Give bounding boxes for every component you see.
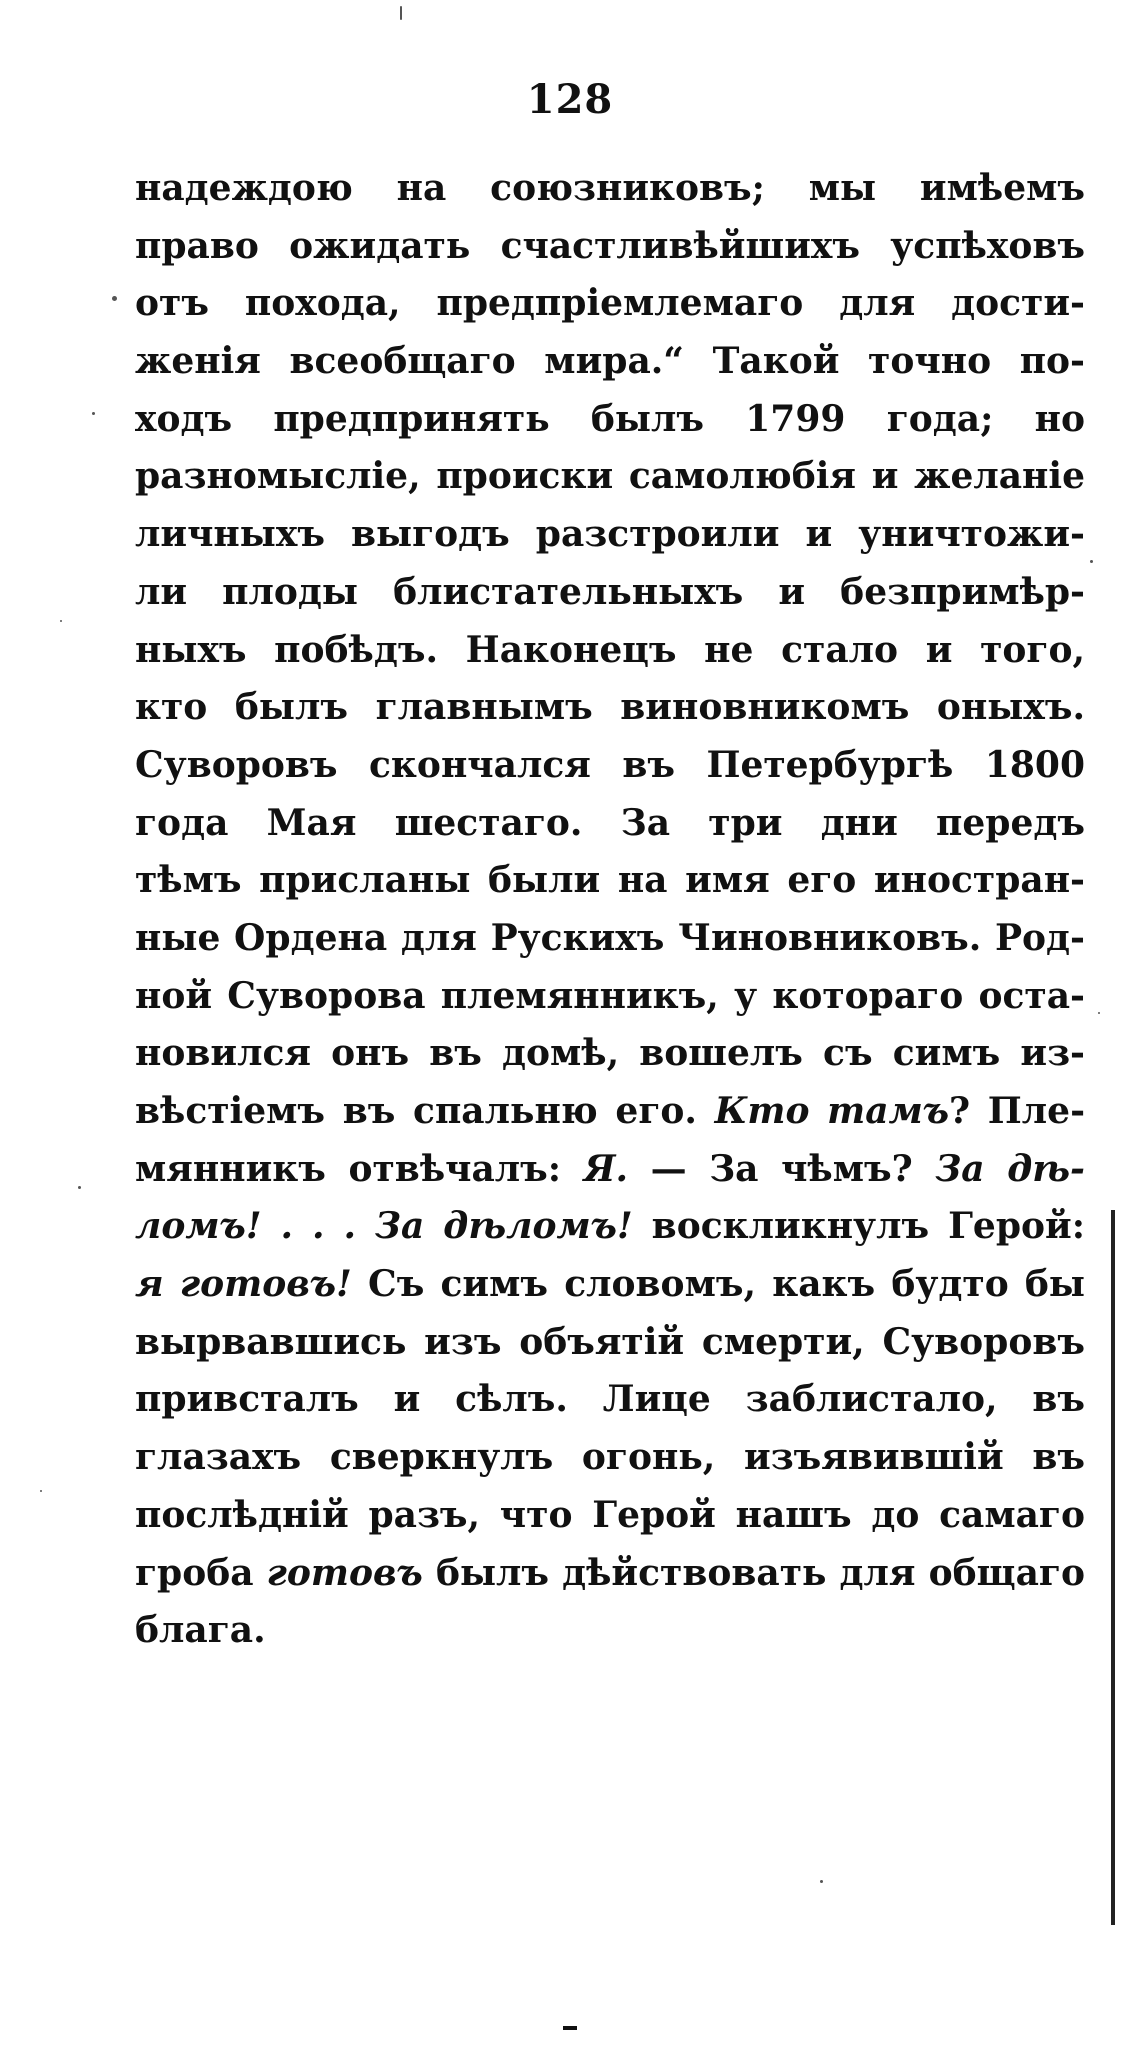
text-segment: ли плоды блистательныхъ и безпримѣр- (135, 570, 1085, 613)
text-segment: надеждою на союзниковъ; мы имѣемъ (135, 167, 1085, 209)
page-number: 128 (526, 76, 614, 123)
text-line (135, 218, 1085, 276)
text-segment: блага. (135, 1609, 266, 1652)
text-line (135, 1487, 1085, 1545)
text-line (135, 1256, 1085, 1314)
paper-speck (40, 1490, 42, 1492)
paper-speck (60, 620, 62, 622)
text-segment: ные Ордена для Рускихъ Чиновниковъ. Род- (135, 916, 1085, 959)
text-line (135, 160, 1085, 218)
text-segment: ной Суворова племянникъ, у котораго оста- (135, 974, 1085, 1017)
text-segment: право ожидать счастливѣйшихъ успѣховъ (135, 224, 1085, 267)
text-line (135, 1371, 1085, 1429)
text-line (135, 1314, 1085, 1372)
text-line (135, 1545, 1085, 1603)
text-line (135, 448, 1085, 506)
text-line (135, 622, 1085, 680)
paper-speck (112, 296, 117, 301)
text-line (135, 1025, 1085, 1083)
body-text (135, 160, 1085, 1660)
paper-speck (92, 412, 95, 415)
text-segment: глазахъ сверкнулъ огонь, изъявившій въ (135, 1436, 1085, 1479)
text-line (135, 1429, 1085, 1487)
margin-rule (1111, 1210, 1115, 1925)
text-segment: былъ дѣйствовать для общаго (422, 1551, 1085, 1594)
paper-speck (1098, 1012, 1100, 1014)
text-segment: ходъ предпринять былъ 1799 года; но (135, 397, 1085, 440)
text-line (135, 910, 1085, 968)
italic-text-segment: я готовъ! (135, 1263, 352, 1306)
text-segment: ныхъ побѣдъ. Наконецъ не стало и того, (135, 628, 1085, 671)
text-line (135, 564, 1085, 622)
text-segment: личныхъ выгодъ разстроили и уничтожи- (135, 513, 1085, 556)
text-line (135, 679, 1085, 737)
italic-text-segment: Кто тамъ (714, 1090, 949, 1132)
text-line (135, 852, 1085, 910)
text-segment: Съ симъ словомъ, какъ будто бы (351, 1263, 1085, 1306)
text-segment: тѣмъ присланы были на имя его иностран- (135, 859, 1085, 902)
italic-text-segment: Я. (583, 1147, 628, 1190)
print-mark (563, 2026, 577, 2030)
text-line (135, 506, 1085, 564)
text-segment: ? Пле- (949, 1090, 1085, 1132)
text-segment: гроба (135, 1551, 267, 1594)
paper-speck (820, 1880, 823, 1883)
text-line (135, 333, 1085, 391)
text-line (135, 1141, 1085, 1199)
paper-speck (1090, 560, 1093, 563)
text-segment: Суворовъ скончался въ Петербургѣ 1800 (135, 743, 1085, 786)
text-segment: — За чѣмъ? (627, 1147, 936, 1190)
text-segment: мянникъ отвѣчалъ: (135, 1147, 584, 1190)
italic-text-segment: ломъ! . . . За дѣломъ! (135, 1205, 633, 1248)
text-line (135, 1198, 1085, 1256)
paper-speck (78, 1186, 81, 1189)
text-segment: разномысліе, происки самолюбія и желаніе (135, 455, 1085, 498)
text-segment: кто былъ главнымъ виновникомъ оныхъ. (135, 686, 1085, 729)
text-line (135, 968, 1085, 1026)
text-line (135, 795, 1085, 853)
text-segment: женія всеобщаго мира.“ Такой точно по- (135, 340, 1085, 383)
italic-text-segment: За дѣ- (935, 1147, 1085, 1190)
text-line (135, 1083, 1085, 1141)
text-segment: года Мая шестаго. За три дни передъ (135, 801, 1085, 844)
text-line (135, 275, 1085, 333)
paper-speck (400, 6, 402, 20)
text-segment: привсталъ и сѣлъ. Лице заблистало, въ (135, 1378, 1085, 1421)
text-segment: вѣстіемъ въ спальню его. (135, 1090, 715, 1132)
text-segment: новился онъ въ домѣ, вошелъ съ симъ из- (135, 1032, 1085, 1075)
text-segment: вырвавшись изъ объятій смерти, Суворовъ (135, 1320, 1085, 1363)
italic-text-segment: готовъ (266, 1551, 423, 1594)
text-segment: отъ похода, предпріемлемаго для дости- (135, 282, 1085, 325)
text-segment: послѣдній разъ, что Герой нашъ до самаго (135, 1493, 1085, 1536)
text-line (135, 1602, 1085, 1660)
text-line (135, 737, 1085, 795)
text-segment: воскликнулъ Герой: (632, 1205, 1085, 1248)
text-line (135, 391, 1085, 449)
